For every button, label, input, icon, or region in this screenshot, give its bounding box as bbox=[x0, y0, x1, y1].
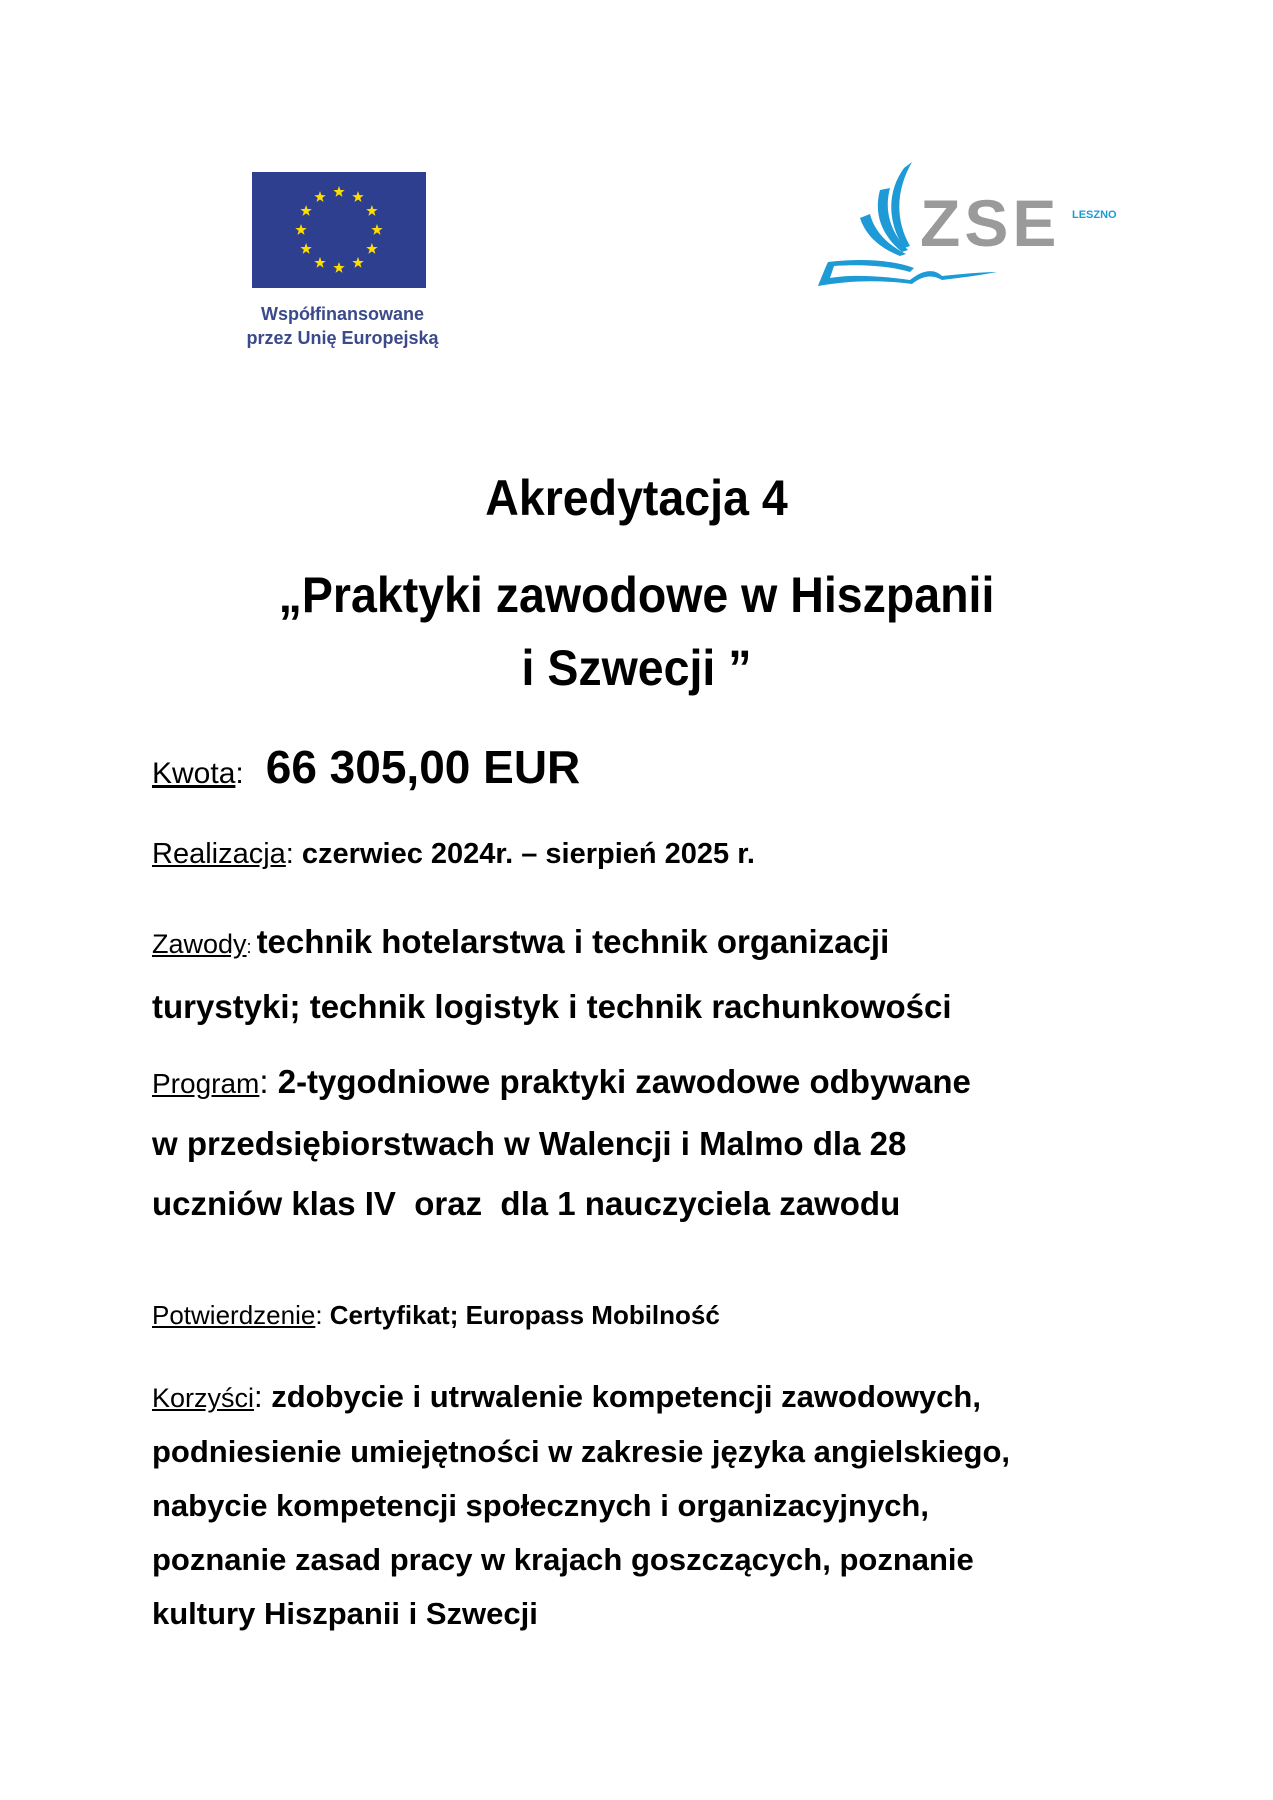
zawody-line-2: turystyki; technik logistyk i technik rachunkowości bbox=[152, 988, 952, 1025]
korzysci-line-5: kultury Hiszpanii i Szwecji bbox=[152, 1596, 538, 1631]
eu-star-icon bbox=[333, 262, 344, 273]
zse-wordmark: ZSE bbox=[920, 186, 1061, 260]
field-program bbox=[152, 1052, 1152, 1234]
eu-flag-logo bbox=[252, 172, 426, 288]
eu-caption-line2: przez Unię Europejską bbox=[246, 328, 439, 348]
field-korzysci bbox=[152, 1370, 1152, 1641]
field-realizacja bbox=[152, 838, 1152, 871]
korzysci-label: Korzyści bbox=[152, 1383, 255, 1413]
program-line-2: w przedsiębiorstwach w Walencji i Malmo dla 28 bbox=[152, 1125, 907, 1162]
potwierdzenie-value: Certyfikat; Europass Mobilność bbox=[329, 1300, 720, 1330]
korzysci-line-4: poznanie zasad pracy w krajach goszczących, poznanie bbox=[152, 1542, 974, 1577]
zse-leszno-logo bbox=[812, 158, 1132, 288]
kwota-label: Kwota bbox=[152, 757, 236, 790]
program-label: Program bbox=[152, 1068, 260, 1099]
realizacja-label: Realizacja bbox=[152, 838, 286, 870]
program-line-1: 2-tygodniowe praktyki zawodowe odbywane bbox=[277, 1063, 971, 1100]
eu-cofinancing-caption bbox=[200, 302, 485, 350]
zawody-label: Zawody bbox=[152, 929, 247, 959]
realizacja-sep: : bbox=[285, 838, 302, 870]
title-line-1: Akredytacja 4 bbox=[485, 470, 788, 526]
eu-star-icon bbox=[366, 243, 377, 254]
eu-star-icon bbox=[371, 224, 382, 235]
program-sep: : bbox=[259, 1063, 278, 1100]
kwota-sep: : bbox=[235, 757, 244, 790]
leszno-wordmark: LESZNO bbox=[1072, 209, 1117, 221]
field-potwierdzenie bbox=[152, 1300, 1152, 1331]
realizacja-value: czerwiec 2024r. – sierpień 2025 r. bbox=[301, 838, 755, 870]
eu-star-icon bbox=[300, 243, 311, 254]
eu-star-icon bbox=[295, 224, 306, 235]
korzysci-line-3: nabycie kompetencji społecznych i organizacyjnych, bbox=[152, 1488, 929, 1523]
eu-star-icon bbox=[352, 257, 363, 268]
eu-star-icon bbox=[314, 257, 325, 268]
eu-star-icon bbox=[352, 191, 363, 202]
field-kwota bbox=[152, 740, 1152, 794]
eu-star-icon bbox=[366, 205, 377, 216]
eu-star-icon bbox=[300, 205, 311, 216]
eu-star-icon bbox=[333, 186, 344, 197]
zawody-sep: : bbox=[246, 937, 257, 957]
eu-stars-icon bbox=[252, 172, 426, 288]
zawody-line-1: technik hotelarstwa i technik organizacji bbox=[256, 923, 890, 960]
eu-caption-line1: Współfinansowane bbox=[260, 304, 424, 324]
korzysci-line-1: zdobycie i utrwalenie kompetencji zawodowych, bbox=[271, 1379, 981, 1414]
korzysci-sep: : bbox=[254, 1379, 272, 1414]
title-line-3: i Szwecji ” bbox=[521, 640, 752, 696]
field-zawody bbox=[152, 912, 1152, 1037]
potwierdzenie-sep: : bbox=[315, 1300, 330, 1330]
title-line-2: „Praktyki zawodowe w Hiszpanii bbox=[278, 567, 995, 623]
potwierdzenie-label: Potwierdzenie bbox=[152, 1300, 316, 1330]
korzysci-line-2: podniesienie umiejętności w zakresie języka angielskiego, bbox=[152, 1434, 1011, 1469]
eu-star-icon bbox=[314, 191, 325, 202]
program-line-3: uczniów klas IV oraz dla 1 nauczyciela zawodu bbox=[152, 1185, 901, 1222]
kwota-value: 66 305,00 EUR bbox=[265, 741, 581, 793]
